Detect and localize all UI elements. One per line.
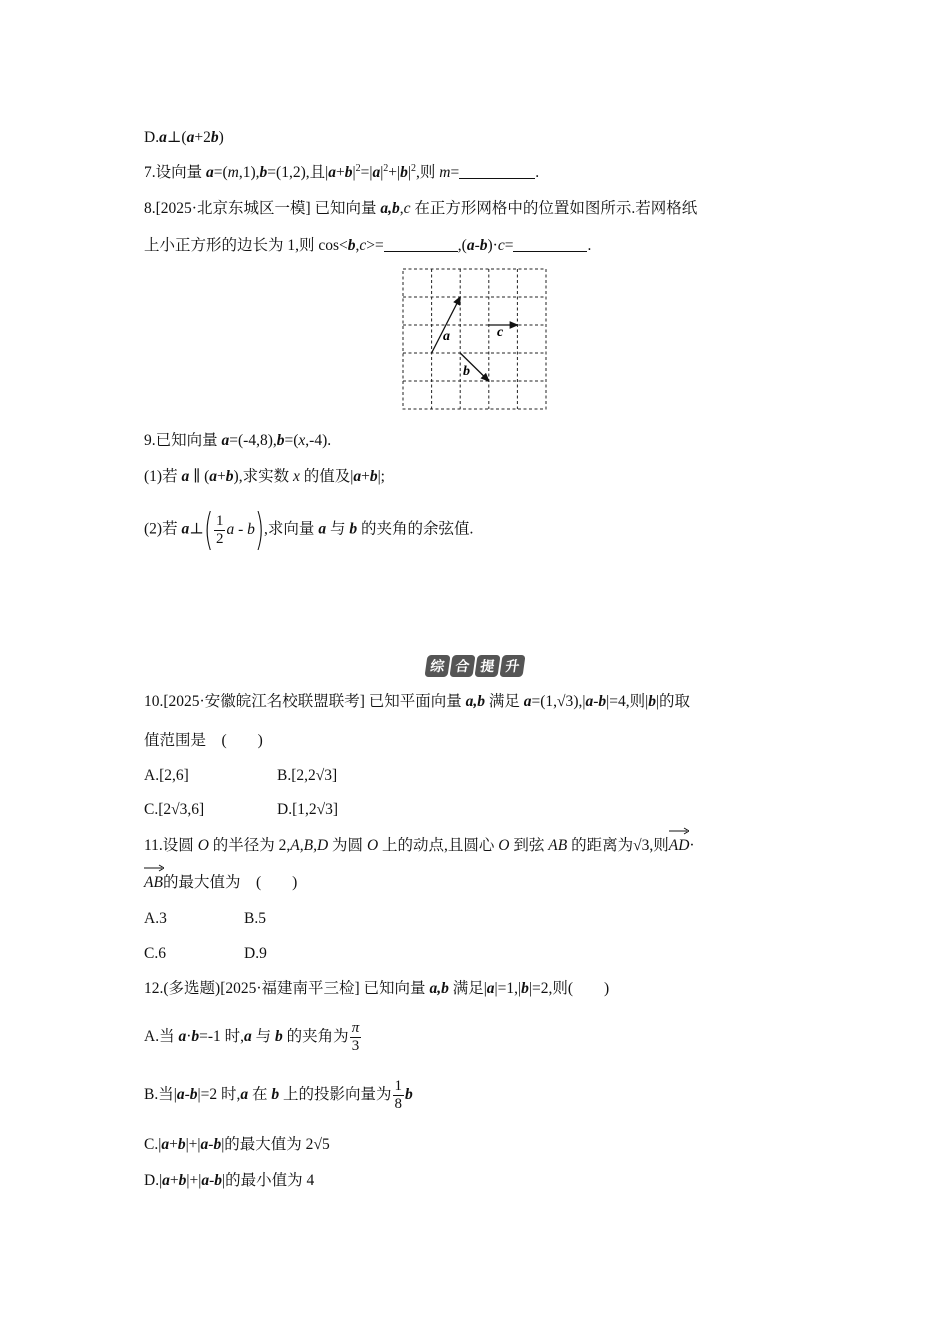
fraction-pi-over-3: $\frac{\pi}{3}$	[351, 1019, 360, 1054]
question-11-line-1: 11.设圆 O 的半径为 2,A,B,D 为圆 O 上的动点,且圆心 O 到弦 AB 的距离为√3,则 AD·	[144, 836, 695, 856]
question-12-option-d[interactable]: D.|a+b|+|a-b|的最小值为 4	[144, 1172, 315, 1189]
question-9-part-1: (1)若 a ∥ (a+b),求实数 x 的值及|a+b|;	[144, 468, 385, 485]
q6-option-d: D.a⊥(a+2b)	[144, 129, 224, 146]
banner-char-4: 升	[499, 655, 525, 677]
question-10-line-2: 值范围是 ( )	[144, 732, 263, 749]
question-12-option-b[interactable]: B.当|a-b|=2 时,a 在 b 上的投影向量为 $\frac{1}{8}$ b	[144, 1077, 413, 1112]
question-12: 12.(多选题)[2025·福建南平三检] 已知向量 a,b 满足|a|=1,|b|=2,则( )	[144, 980, 610, 997]
option-b[interactable]: B.[2,2√3]	[277, 767, 338, 784]
fraction-one-eighth: $\frac{1}{8}$	[394, 1077, 403, 1112]
vector-AB: AB	[144, 873, 163, 893]
label-c: c	[497, 325, 504, 340]
option-d[interactable]: D.[1,2√3]	[277, 801, 339, 818]
question-7: 7.设向量 a=(m,1),b=(1,2),且$|a+b|^2=|a|^2+|b|^2$,则 m= .	[144, 162, 540, 181]
label-b: b	[463, 364, 470, 379]
option-b[interactable]: B.5	[244, 910, 266, 927]
grid-lines	[403, 269, 546, 409]
fraction-half: $\frac{1}{2}$	[215, 512, 224, 547]
option-c[interactable]: C.[2√3,6]	[144, 801, 205, 818]
vector-AD: AD	[669, 836, 690, 856]
option-a[interactable]: A.3	[144, 910, 167, 927]
vector-a-arrow	[432, 297, 461, 353]
answer-blank-dot[interactable]	[513, 237, 587, 252]
left-paren: (	[203, 504, 214, 555]
question-12-option-a[interactable]: A.当 a·b=-1 时,a 与 b 的夹角为 $\frac{\pi}{3}$	[144, 1019, 360, 1054]
vector-grid-figure	[402, 268, 548, 411]
question-9-part-2: (2)若 a⊥ ( $\frac{1}{2}$ a - b ) ,求向量 a 与 b 的夹角的余弦值.	[144, 504, 474, 555]
question-11-options-cd	[144, 944, 267, 964]
section-banner-comprehensive	[426, 655, 524, 677]
question-9: 9.已知向量 a=(-4,8),b=(x,-4).	[144, 432, 332, 449]
label-a: a	[443, 329, 450, 344]
question-12-option-c[interactable]: C.|a+b|+|a-b|的最大值为 2√5	[144, 1136, 330, 1153]
question-10-options-cd	[144, 800, 339, 820]
option-a[interactable]: A.[2,6]	[144, 767, 189, 784]
answer-blank-cos[interactable]	[384, 237, 458, 252]
question-8-line-2: 上小正方形的边长为 1,则 cos<b,c>= ,(a-b)·c= .	[144, 237, 592, 254]
right-paren: )	[254, 504, 265, 555]
question-10-line-1: 10.[2025·安徽皖江名校联盟联考] 已知平面向量 a,b 满足 a=(1,√3),|a-b|=4,则|b|的取	[144, 693, 691, 710]
question-11-options-ab	[144, 909, 266, 929]
answer-blank[interactable]	[459, 164, 535, 179]
banner-char-2: 合	[449, 655, 475, 677]
question-8-line-1: 8.[2025·北京东城区一模] 已知向量 a,b,c 在正方形网格中的位置如图所示.若网格纸	[144, 200, 698, 217]
banner-char-1: 综	[424, 655, 450, 677]
banner-char-3: 提	[474, 655, 500, 677]
question-11-line-2: AB的最大值为 ( )	[144, 873, 297, 893]
option-d[interactable]: D.9	[244, 945, 267, 962]
option-c[interactable]: C.6	[144, 945, 166, 962]
question-10-options-ab	[144, 766, 338, 786]
